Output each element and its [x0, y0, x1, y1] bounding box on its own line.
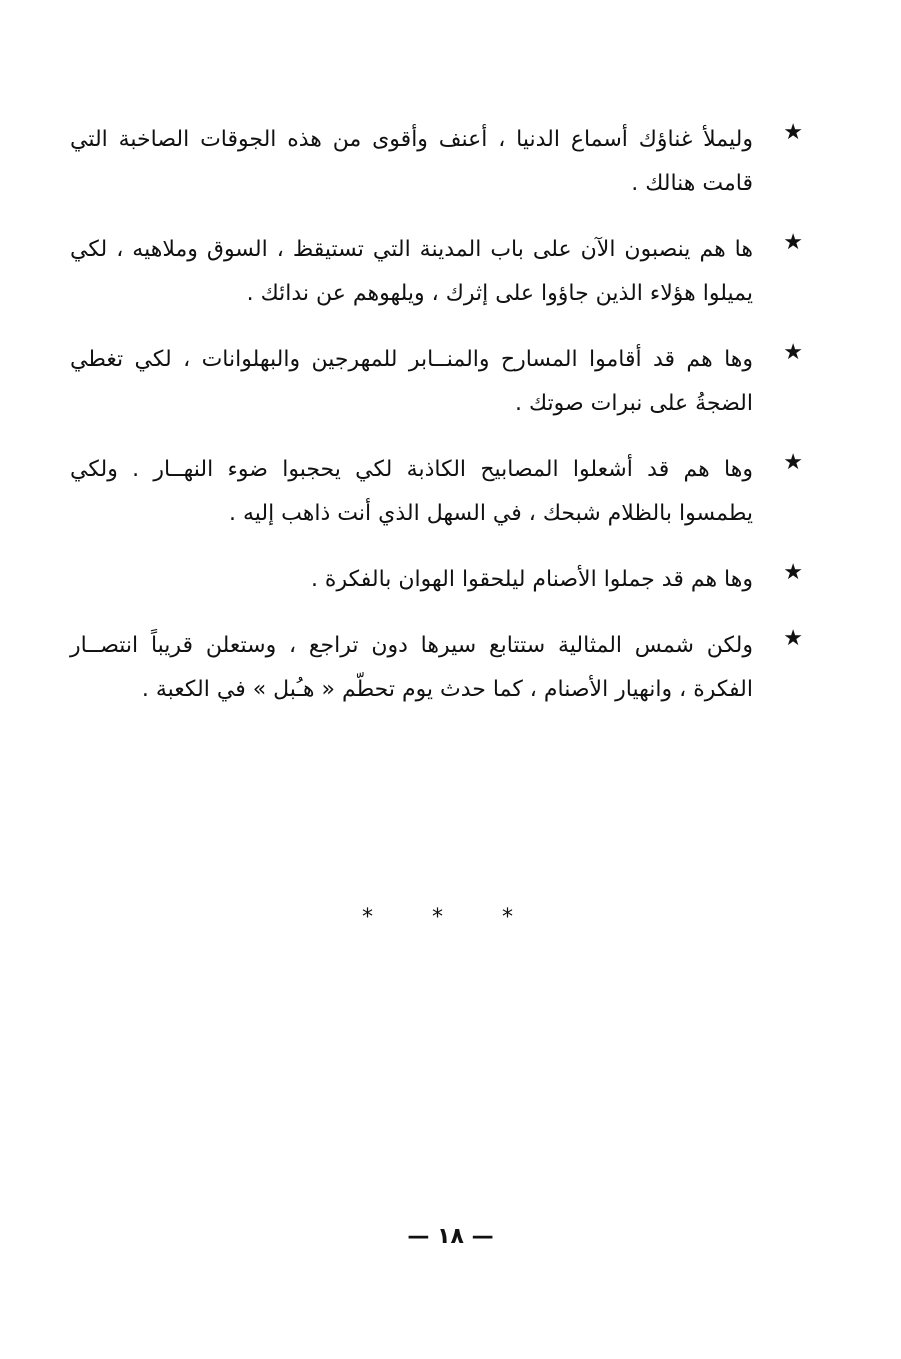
- star-bullet-icon: ★: [783, 120, 803, 145]
- star-bullet-icon: ★: [783, 450, 803, 475]
- list-item: [70, 558, 815, 602]
- bullet-list: [70, 118, 815, 734]
- paragraph-text: ها هم ينصبون الآن على باب المدينة التي تستيقظ ، السوق وملاهيه ، لكي يميلوا هؤلاء الذين جاؤوا على إثرك ، ويلهوهم عن ندائك .: [70, 237, 753, 306]
- page-number: — ١٨ —: [407, 1224, 494, 1249]
- list-item: [70, 624, 815, 712]
- paragraph-text: وليملأ غناؤك أسماع الدنيا ، أعنف وأقوى من هذه الجوقات الصاخبة التي قامت هنالك .: [70, 127, 753, 196]
- star-bullet-icon: ★: [783, 626, 803, 651]
- star-bullet-icon: ★: [783, 560, 803, 585]
- paragraph-text: وها هم قد أشعلوا المصابيح الكاذبة لكي يحجبوا ضوء النهــار . ولكي يطمسوا بالظلام شبحك ، في السهل الذي أنت ذاهب إليه .: [70, 457, 753, 526]
- paragraph-text: وها هم قد أقاموا المسارح والمنــابر للمهرجين والبهلوانات ، لكي تغطي الضجةُ على نبرات صوتك .: [70, 347, 753, 416]
- list-item: [70, 448, 815, 536]
- paragraph-text: وها هم قد جملوا الأصنام ليلحقوا الهوان بالفكرة .: [310, 567, 753, 592]
- paragraph-text: ولكن شمس المثالية ستتابع سيرها دون تراجع ، وستعلن قريباً انتصــار الفكرة ، وانهيار الأصنام ، كما حدث يوم تحطّم « هـُبل » في الكعبة .: [70, 633, 753, 702]
- star-bullet-icon: ★: [783, 340, 803, 365]
- section-divider: * * *: [362, 905, 539, 930]
- list-item: [70, 338, 815, 426]
- star-bullet-icon: ★: [783, 230, 803, 255]
- list-item: [70, 118, 815, 206]
- list-item: [70, 228, 815, 316]
